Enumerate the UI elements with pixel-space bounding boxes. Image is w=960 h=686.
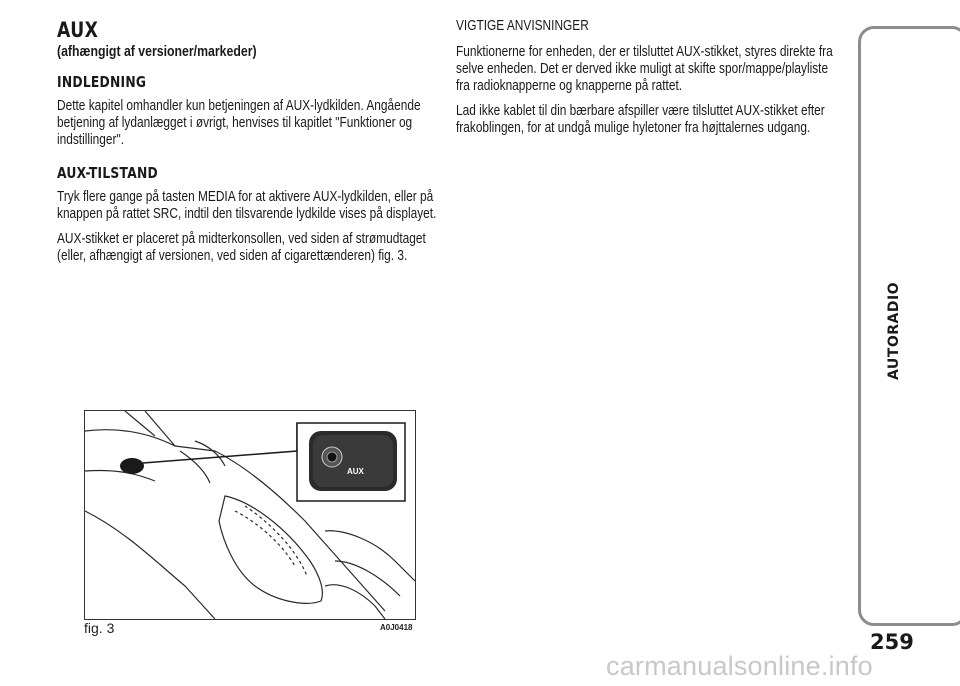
important-notes-paragraph-2: Lad ikke kablet til din bærbare afspiller være tilsluttet AUX-stikket efter frakoblingen, for at undgå mulige hyletoner fra højttalernes udgang.	[456, 103, 825, 136]
page-number: 259	[870, 630, 914, 654]
right-column-text	[456, 18, 836, 137]
page-title: AUX	[57, 18, 99, 42]
aux-mode-paragraph-2: AUX-stikket er placeret på midterkonsollen, ved siden af strømudtaget (eller, afhængigt af versionen, ved siden af cigarettænderen) fig. 3.	[57, 231, 426, 264]
aux-socket-label: AUX	[347, 467, 364, 476]
intro-paragraph: Dette kapitel omhandler kun betjeningen af AUX-lydkilden. Angående betjening af lydanlægget i øvrigt, henvises til kapitlet "Funktioner og indstillinger".	[57, 98, 421, 148]
aux-mode-heading: AUX-TILSTAND	[57, 164, 158, 182]
left-column-text	[57, 18, 442, 265]
figure-center-console	[84, 410, 416, 620]
important-notes-paragraph-1: Funktionerne for enheden, der er tilsluttet AUX-stikket, styres direkte fra selve enheden. Det er derved ikke muligt at skifte spor/mappe/playliste fra radioknapperne og knapperne på rattet.	[456, 44, 833, 94]
center-console-illustration	[85, 411, 415, 619]
figure-caption: fig. 3	[84, 620, 115, 636]
watermark: carmanualsonline.info	[606, 651, 873, 681]
aux-mode-paragraph-1: Tryk flere gange på tasten MEDIA for at aktivere AUX-lydkilden, eller på knappen på rattet SRC, indtil den tilsvarende lydkilde vises på displayet.	[57, 189, 437, 222]
right-column	[456, 18, 836, 145]
important-notes-heading: VIGTIGE ANVISNINGER	[456, 18, 589, 34]
figure-code: A0J0418	[380, 623, 413, 632]
intro-heading: INDLEDNING	[57, 73, 147, 91]
chapter-side-tab	[858, 26, 960, 626]
left-column	[57, 18, 442, 273]
chapter-side-label: AUTORADIO	[886, 281, 902, 380]
page-subtitle: (afhængigt af versioner/markeder)	[57, 43, 257, 60]
